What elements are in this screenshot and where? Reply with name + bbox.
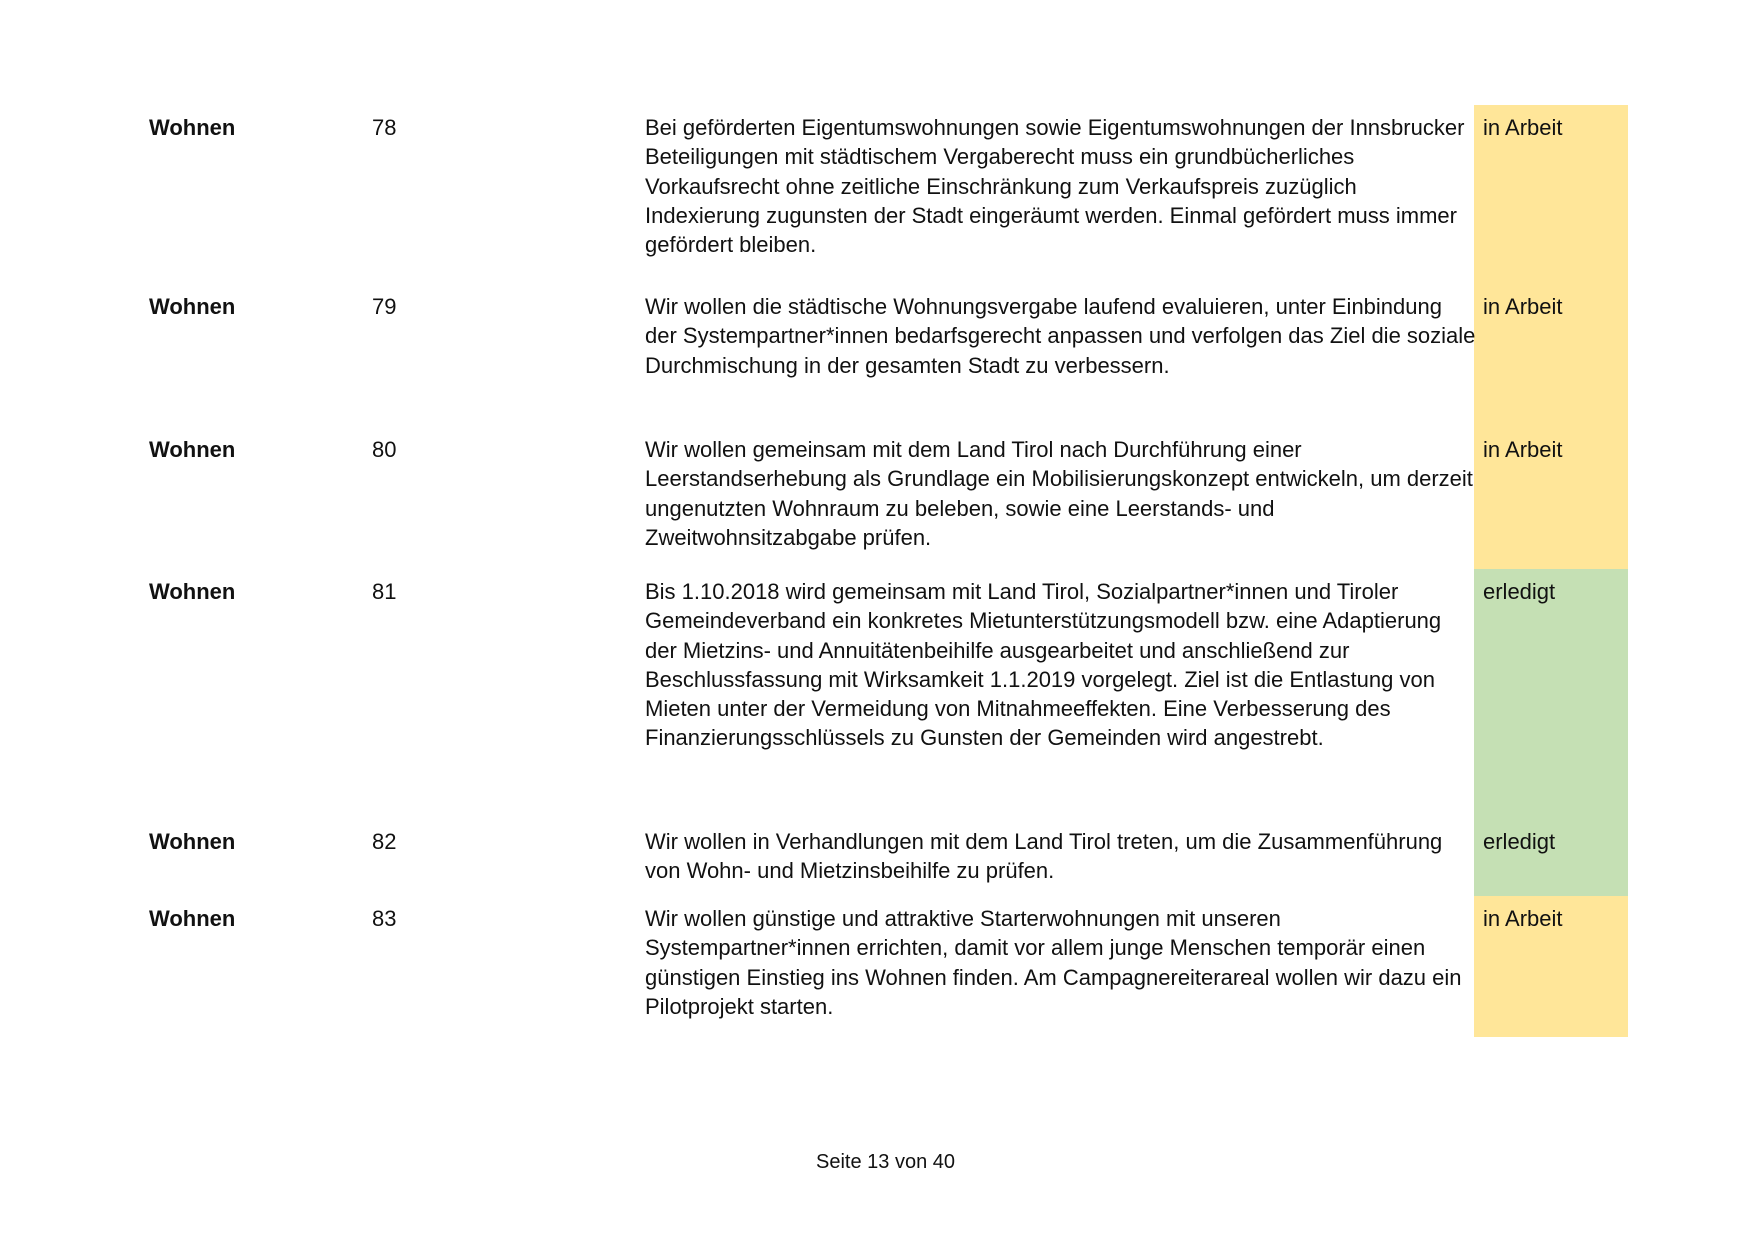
item-text: Bis 1.10.2018 wird gemeinsam mit Land Tirol, Sozialpartner*innen und Tiroler Gemeindeverband ein konkretes Mietunterstützungsmodell bzw. eine Adaptierung der Mietzins- und Annuitätenbeihilfe ausgearbeitet und anschließend zur Beschlussfassung mit Wirksamkeit 1.1.2019 vorgelegt. Ziel ist die Entlastung von Mieten unter der Vermeidung von Mitnahmeeffekten. Eine Verbesserung des Finanzierungsschlüssels zu Gunsten der Gemeinden wird angestrebt. [645,579,1442,751]
status-label: in Arbeit [1483,115,1563,140]
item-number: 81 [372,579,397,604]
category-label: Wohnen [149,437,236,462]
item-number: 83 [372,906,397,931]
category-label: Wohnen [149,829,236,854]
category-label: Wohnen [149,294,236,319]
item-number: 79 [372,294,397,319]
category-label: Wohnen [149,579,236,604]
status-cell [1474,427,1628,569]
status-cell [1474,569,1628,819]
status-cell [1474,896,1628,1037]
page-number: Seite 13 von 40 [816,1151,955,1173]
status-label: in Arbeit [1483,437,1563,462]
item-text: Wir wollen in Verhandlungen mit dem Land Tirol treten, um die Zusammenführung von Wohn- und Mietzinsbeihilfe zu prüfen. [645,829,1443,884]
status-label: erledigt [1483,829,1556,854]
item-number: 78 [372,115,397,140]
item-text: Wir wollen günstige und attraktive Starterwohnungen mit unseren Systempartner*innen errichten, damit vor allem junge Menschen temporär einen günstigen Einstieg ins Wohnen finden. Am Campagnereiterareal wollen wir dazu ein Pilotprojekt starten. [645,906,1462,1019]
item-number: 82 [372,829,397,854]
status-cell [1474,819,1628,896]
item-text: Wir wollen gemeinsam mit dem Land Tirol nach Durchführung einer Leerstandserhebung als Grundlage ein Mobilisierungskonzept entwickeln, um derzeit ungenutzten Wohnraum zu beleben, sowie eine Leerstands- und Zweitwohnsitzabgabe prüfen. [645,437,1473,550]
status-label: erledigt [1483,579,1556,604]
status-cell [1474,105,1628,284]
item-text: Bei geförderten Eigentumswohnungen sowie Eigentumswohnungen der Innsbrucker Beteiligungen mit städtischem Vergaberecht muss ein grundbücherliches Vorkaufsrecht ohne zeitliche Einschränkung zum Verkaufspreis zuzüglich Indexierung zugunsten der Stadt eingeräumt werden. Einmal gefördert muss immer gefördert bleiben. [645,115,1465,258]
item-number: 80 [372,437,397,462]
status-label: in Arbeit [1483,906,1563,931]
status-cell [1474,284,1628,427]
category-label: Wohnen [149,906,236,931]
item-text: Wir wollen die städtische Wohnungsvergabe laufend evaluieren, unter Einbindung der Systempartner*innen bedarfsgerecht anpassen und verfolgen das Ziel die soziale Durchmischung in der gesamten Stadt zu verbessern. [645,294,1476,378]
status-label: in Arbeit [1483,294,1563,319]
category-label: Wohnen [149,115,236,140]
